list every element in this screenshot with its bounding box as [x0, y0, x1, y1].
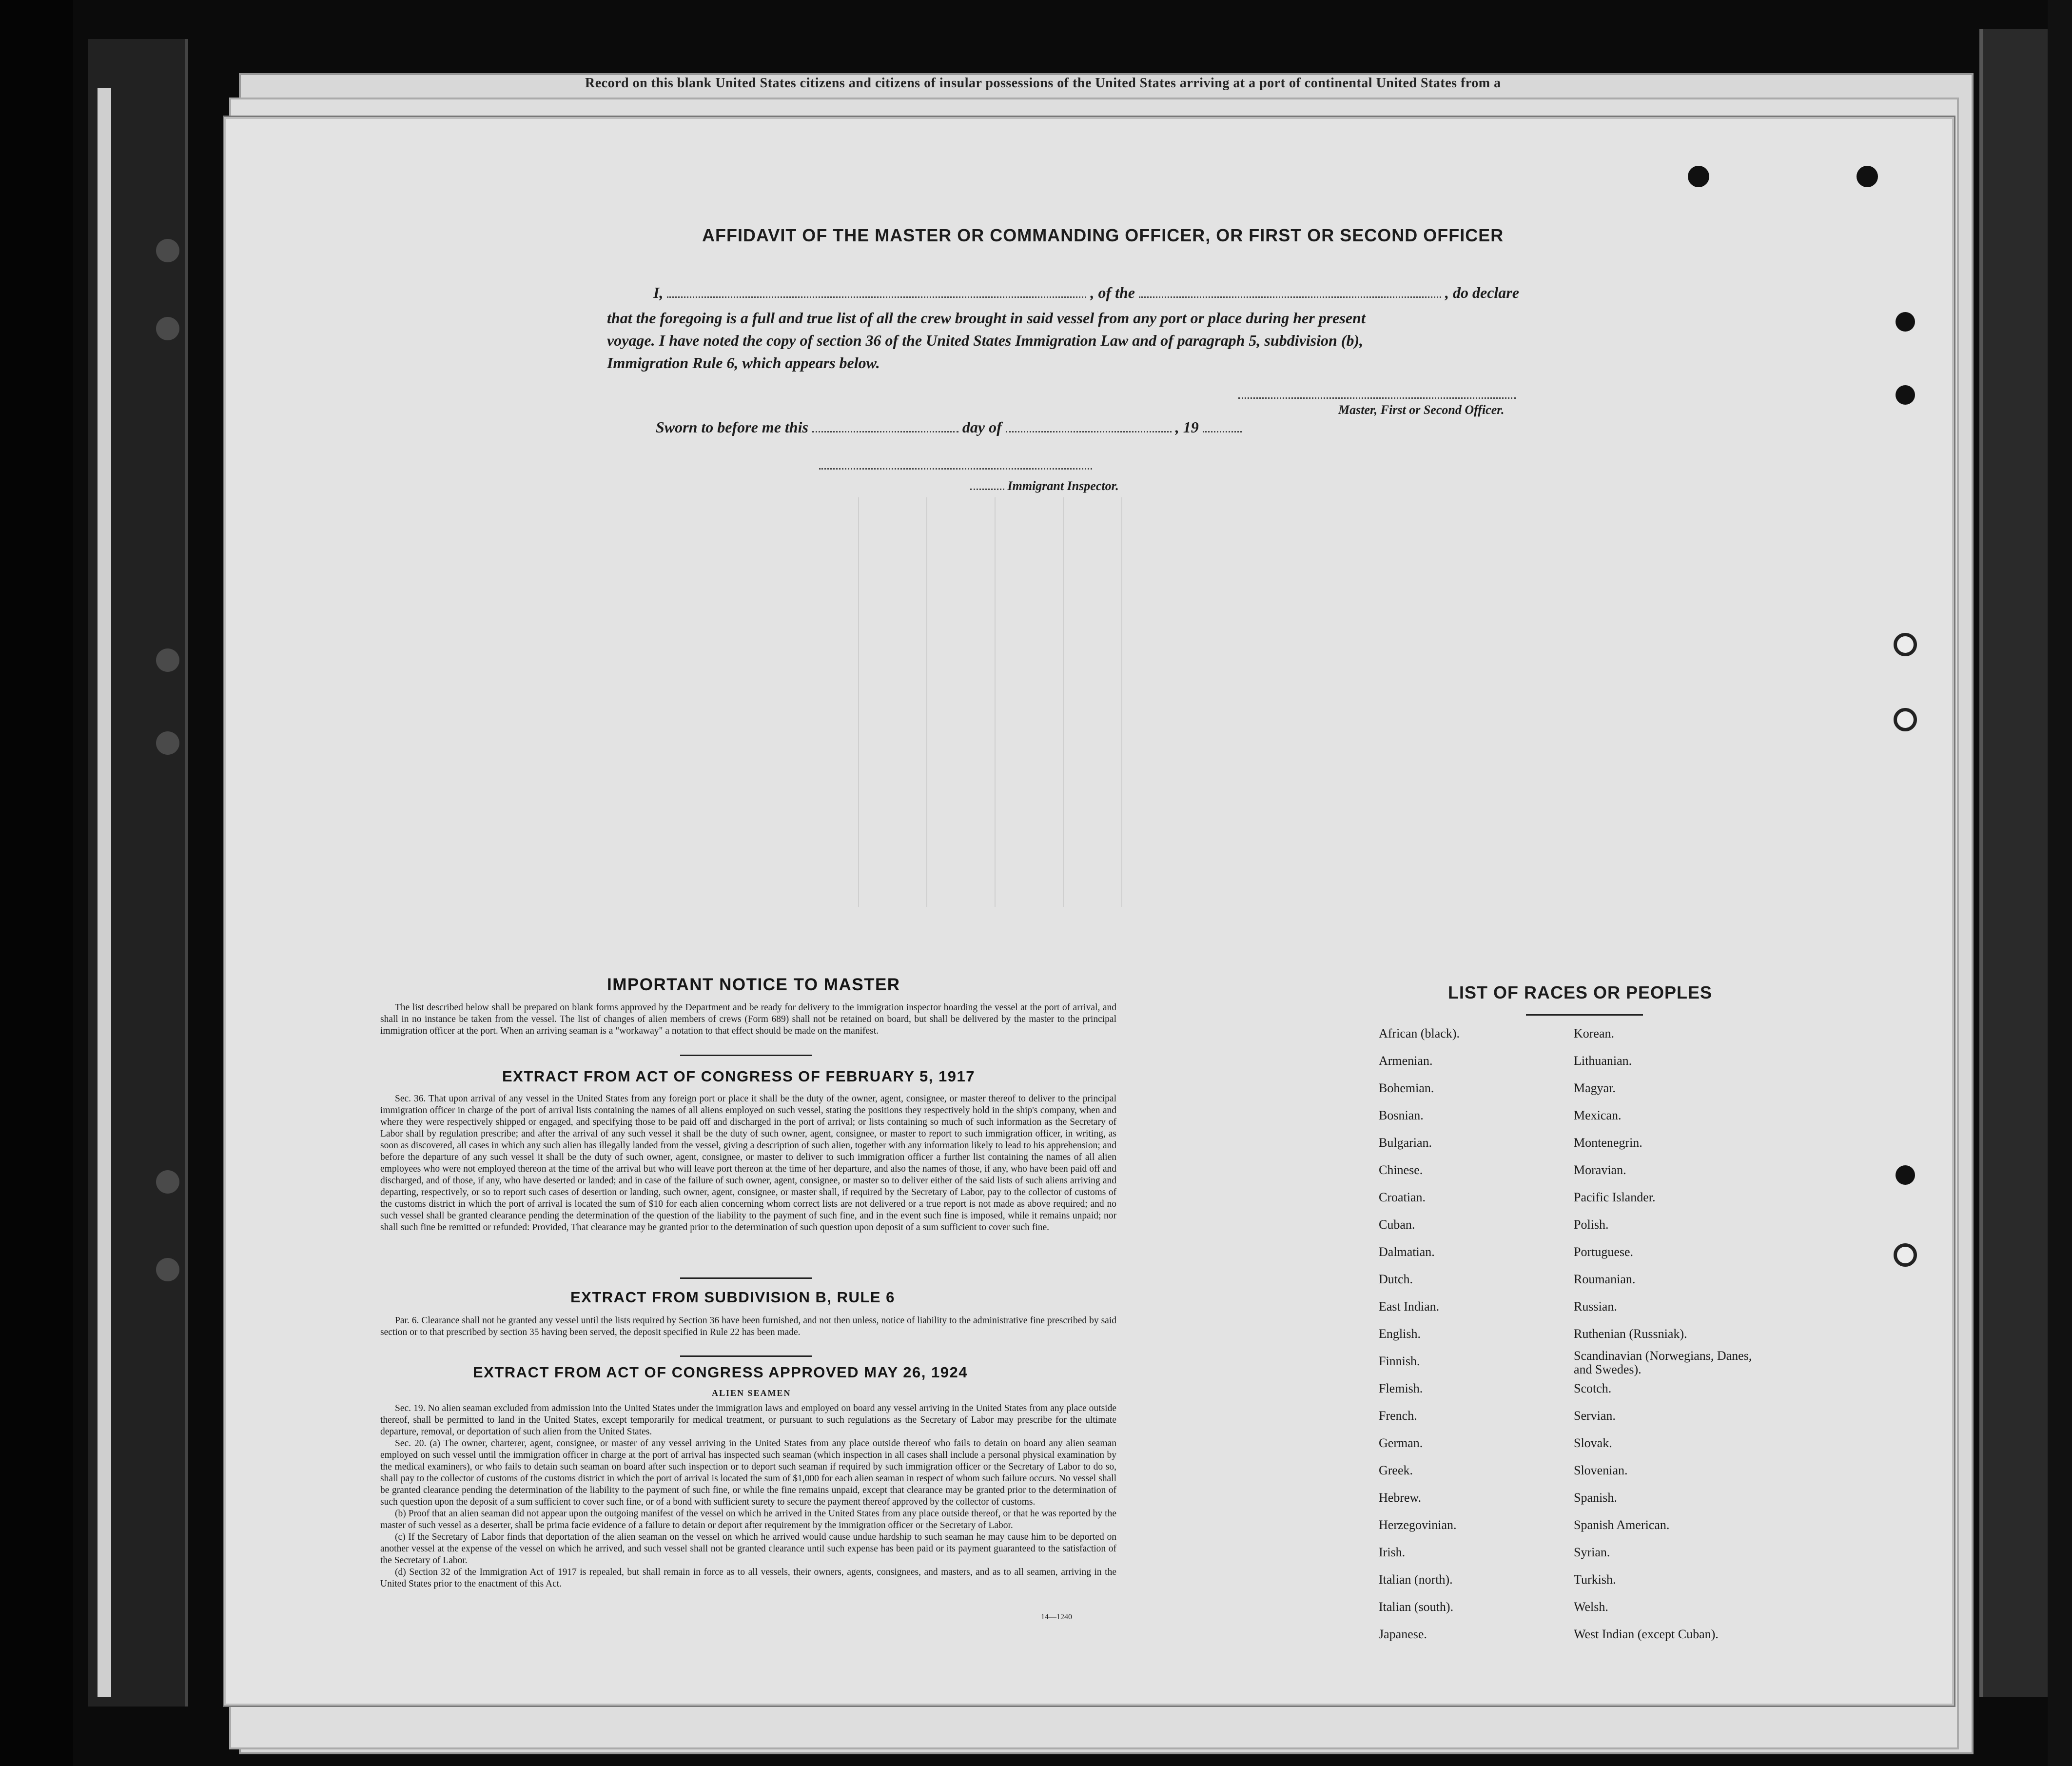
of-the-label: , of the: [1090, 284, 1135, 301]
section-20b-text: (b) Proof that an alien seaman did not appear upon the outgoing manifest of the vessel on which he arrived in the United States from any place outside thereof, or that he was reported by the master of such vessel as a deserter, shall be prima facie evidence of a failure to detain or deport after requirement by the immigration officer or the Secretary of Labor.: [380, 1509, 1116, 1531]
section-20d-text: (d) Section 32 of the Immigration Act of 1917 is repealed, but shall remain in force as to all vessels, their owners, agents, consignees, and masters, and as to all seamen, arriving in the United States prior to the enactment of this Act.: [380, 1567, 1116, 1589]
notice-text: The list described below shall be prepared on blank forms approved by the Department and be ready for delivery to the immigration inspector boarding the vessel at the port of arrival, and shall in no instance be taken from the vessel. The list of changes of alien members of crews (Form 689) shall not be retained on board, but shall be delivered by the master to the principal immigration officer at the port. When an arriving seaman is a "workaway" a notation to that effect should be made on the manifest.: [380, 1002, 1116, 1036]
sworn-label: Sworn to before me this: [656, 418, 808, 436]
race-item: Bohemian.: [1379, 1081, 1434, 1095]
extract-1917-body: [380, 1093, 1116, 1234]
bleed-rule: [926, 497, 927, 907]
race-item: Bulgarian.: [1379, 1136, 1432, 1150]
race-item: Mexican.: [1574, 1108, 1622, 1122]
inspector-signature-line[interactable]: [819, 468, 1092, 470]
race-item: African (black).: [1379, 1026, 1460, 1040]
sworn-day-field[interactable]: [812, 426, 958, 432]
race-item: Slovak.: [1574, 1436, 1612, 1450]
punch-hole: [1894, 1243, 1917, 1267]
vessel-field[interactable]: [1139, 292, 1441, 298]
race-item: Chinese.: [1379, 1163, 1423, 1177]
races-title: LIST OF RACES OR PEOPLES: [1448, 982, 1713, 1002]
race-item: Dutch.: [1379, 1272, 1413, 1286]
race-item: Flemish.: [1379, 1381, 1423, 1395]
declaration-line: [653, 284, 1519, 302]
bleed-rule: [1121, 497, 1122, 907]
form-number: 14—1240: [1041, 1613, 1072, 1621]
right-edge: [2048, 0, 2072, 1766]
section-20a-text: Sec. 20. (a) The owner, charterer, agent, consignee, or master of any vessel arriving in the United States from any place outside thereof who fails to detain on board any alien seaman employed on such vessel until the immigration officer in charge at the port of arrival has inspected such seaman (which inspection in all cases shall include a personal physical examination by the medical examiners), or who fails to detain such seaman on board after such inspection or to deport such seaman if required by such immigration officer or the Secretary of Labor to do so, shall pay to the collector of customs of the customs district in which the port of arrival is located the sum of $1,000 for each alien seaman in respect of whom such failure occurs. No vessel shall be granted clearance pending the determination of the liability to the payment of such fine, or while the fine remains unpaid, except that clearance may be granted prior to the determination of such question upon the deposit of a sum sufficient to cover such fine, or of a bond with sufficient surety to secure the payment thereof approved by the collector of customs.: [380, 1438, 1116, 1507]
race-item: Roumanian.: [1574, 1272, 1636, 1286]
race-item: Pacific Islander.: [1574, 1190, 1656, 1204]
alien-seamen-subtitle: ALIEN SEAMEN: [712, 1388, 791, 1398]
rail-hole: [156, 1170, 179, 1194]
master-signature-line[interactable]: [1238, 397, 1516, 399]
race-item: Polish.: [1574, 1217, 1609, 1232]
right-binder: [1979, 29, 2052, 1697]
rule-6-text: Par. 6. Clearance shall not be granted any vessel until the lists required by Section 36 have been furnished, and not then unless, notice of liability to the administrative fine prescribed by said section or to that prescribed by section 35 having been served, the deposit specified in Rule 22 has been made.: [380, 1315, 1116, 1337]
day-of-label: day of: [962, 418, 1002, 436]
inspector-dots: [970, 484, 1004, 490]
extract-1917-title: EXTRACT FROM ACT OF CONGRESS OF FEBRUARY 5, 1917: [502, 1068, 975, 1085]
extract-1924-title: EXTRACT FROM ACT OF CONGRESS APPROVED MAY 26, 1924: [473, 1364, 968, 1381]
punch-hole: [1894, 708, 1917, 731]
race-item: Portuguese.: [1574, 1245, 1634, 1259]
i-label: I,: [653, 284, 664, 301]
punch-hole: [1896, 1165, 1915, 1185]
section-19-text: Sec. 19. No alien seaman excluded from admission into the United States under the immigration laws and employed on board any vessel arriving in the United States from any place outside thereof, shall be permitted to land in the United States, except temporarily for medical treatment, or pursuant to such regulations as the Secretary of Labor may prescribe for the ultimate departure, removal, or deportation of such alien from the United States.: [380, 1403, 1116, 1437]
race-item: Ruthenian (Russniak).: [1574, 1327, 1687, 1341]
races-divider: [1526, 1014, 1643, 1016]
race-item: Spanish American.: [1574, 1518, 1670, 1532]
rail-hole: [156, 1258, 179, 1281]
race-item: Moravian.: [1574, 1163, 1626, 1177]
binder-edge: [0, 0, 73, 1766]
rail-hole: [156, 648, 179, 672]
bleed-rule: [858, 497, 859, 907]
race-item: Italian (south).: [1379, 1600, 1454, 1614]
divider: [680, 1277, 812, 1279]
notice-body: [380, 1002, 1116, 1037]
race-item: Cuban.: [1379, 1217, 1415, 1232]
sworn-year-field[interactable]: [1203, 426, 1242, 432]
race-item: Greek.: [1379, 1463, 1413, 1477]
punch-hole: [1896, 385, 1915, 405]
race-item: Dalmatian.: [1379, 1245, 1435, 1259]
race-item: Italian (north).: [1379, 1572, 1453, 1587]
punch-hole: [1688, 166, 1709, 187]
race-item: Armenian.: [1379, 1054, 1433, 1068]
master-signature-label: Master, First or Second Officer.: [1338, 403, 1505, 417]
year-label: , 19: [1175, 418, 1199, 436]
rail-hole: [156, 317, 179, 340]
do-declare-label: , do declare: [1445, 284, 1519, 301]
section-36-text: Sec. 36. That upon arrival of any vessel in the United States from any foreign port or place it shall be the duty of the owner, agent, consignee, or master thereof to deliver to the principal immigration officer in charge of the port of arrival lists containing the names of all aliens employed on such vessel, stating the positions they respectively hold in the ship's company, when and where they were respectively shipped or engaged, and specifying those to be paid off and discharged in the port of arrival; or lists containing so much of such information as the Secretary of Labor shall by regulation prescribe; and after the arrival of any such vessel it shall be the duty of such owner, agent, consignee, or master to report to such immigration officer, in writing, as soon as discovered, all cases in which any such alien has illegally landed from the vessel, giving a description of such alien, together with any information likely to lead to his apprehension; and before the departure of any such vessel it shall be the duty of such owner, agent, consignee, or master to deliver to such immigration officer a further list containing the names of all alien employees who were not employed thereon at the time of the arrival but who will leave port thereon at the time of her departure, and also the names of those, if any, who have been paid off and discharged, and of those, if any, who have deserted or landed; and in case of the failure of such owner, agent, consignee, or master so to deliver either of the said lists of such aliens arriving and departing, respectively, or so to report such cases of desertion or landing, such owner, agent, consignee, or master shall, if required by the Secretary of Labor, pay to the collector of customs of the customs district in which the port of arrival is located the sum of $10 for each alien concerning whom correct lists are not delivered or a true report is not made as above required; and no such vessel shall be granted clearance pending the determination of the question of the liability to the payment of such fine, and in the event such fine is imposed, while it remains unpaid; nor shall such fine be remitted or refunded: Provided, That clearance may be granted prior to the determination of such question upon deposit of a sum sufficient to cover such fine.: [380, 1094, 1116, 1233]
sworn-month-field[interactable]: [1006, 426, 1172, 432]
race-item: Croatian.: [1379, 1190, 1426, 1204]
race-item: West Indian (except Cuban).: [1574, 1627, 1719, 1641]
race-item: East Indian.: [1379, 1299, 1440, 1314]
notice-title: IMPORTANT NOTICE TO MASTER: [607, 975, 900, 994]
rule-6-title: EXTRACT FROM SUBDIVISION B, RULE 6: [570, 1289, 895, 1306]
sworn-line: [656, 418, 1242, 436]
rail-hole: [156, 731, 179, 755]
inspector-label: [970, 479, 1119, 493]
declaration-text: that the foregoing is a full and true list of all the crew brought in said vessel from any port or place during her present: [607, 309, 1366, 327]
rule-6-body: [380, 1315, 1116, 1338]
divider: [680, 1055, 812, 1056]
divider: [680, 1355, 812, 1357]
race-item: Herzegovinian.: [1379, 1518, 1457, 1532]
affidavit-title: AFFIDAVIT OF THE MASTER OR COMMANDING OFFICER, OR FIRST OR SECOND OFFICER: [702, 225, 1504, 245]
declaration-text: Immigration Rule 6, which appears below.: [607, 354, 880, 372]
race-item: French.: [1379, 1409, 1417, 1423]
inspector-text: Immigrant Inspector.: [1007, 479, 1119, 493]
rail-edge: [98, 88, 111, 1697]
name-field[interactable]: [667, 292, 1086, 298]
punch-hole: [1857, 166, 1878, 187]
rail-hole: [156, 239, 179, 262]
race-item: Russian.: [1574, 1299, 1617, 1314]
race-item: Spanish.: [1574, 1491, 1617, 1505]
race-item: Syrian.: [1574, 1545, 1610, 1559]
race-item: Hebrew.: [1379, 1491, 1422, 1505]
race-item: Welsh.: [1574, 1600, 1608, 1614]
bleed-rule: [995, 497, 996, 907]
bleed-rule: [1063, 497, 1064, 907]
race-item: Irish.: [1379, 1545, 1406, 1559]
race-item: English.: [1379, 1327, 1421, 1341]
punch-hole: [1896, 312, 1915, 332]
race-item: Magyar.: [1574, 1081, 1616, 1095]
extract-1924-body: [380, 1403, 1116, 1590]
declaration-text: voyage. I have noted the copy of section 36 of the United States Immigration Law and of paragraph 5, subdivision (b),: [607, 332, 1364, 349]
top-banner: Record on this blank United States citizens and citizens of insular possessions of the United States arriving at a port of continental United States from a: [585, 76, 1501, 91]
race-item: Korean.: [1574, 1026, 1615, 1040]
race-item: Montenegrin.: [1574, 1136, 1642, 1150]
race-item: Bosnian.: [1379, 1108, 1424, 1122]
race-item: Scandinavian (Norwegians, Danes, and Swedes).: [1574, 1349, 1752, 1376]
race-item: Scotch.: [1574, 1381, 1612, 1395]
race-item: Finnish.: [1379, 1354, 1420, 1368]
race-item: Servian.: [1574, 1409, 1616, 1423]
race-item: Turkish.: [1574, 1572, 1616, 1587]
race-item: Slovenian.: [1574, 1463, 1628, 1477]
race-item: Lithuanian.: [1574, 1054, 1632, 1068]
section-20c-text: (c) If the Secretary of Labor finds that deportation of the alien seaman on the vessel on which he arrived would cause undue hardship to such seaman he may cause him to be deported on another vessel at the expense of the vessel on which he arrived, and such vessel shall not be granted clearance until such expense has been paid or its payment guaranteed to the satisfaction of the Secretary of Labor.: [380, 1532, 1116, 1566]
race-item: Japanese.: [1379, 1627, 1427, 1641]
race-item: German.: [1379, 1436, 1423, 1450]
punch-hole: [1894, 633, 1917, 656]
